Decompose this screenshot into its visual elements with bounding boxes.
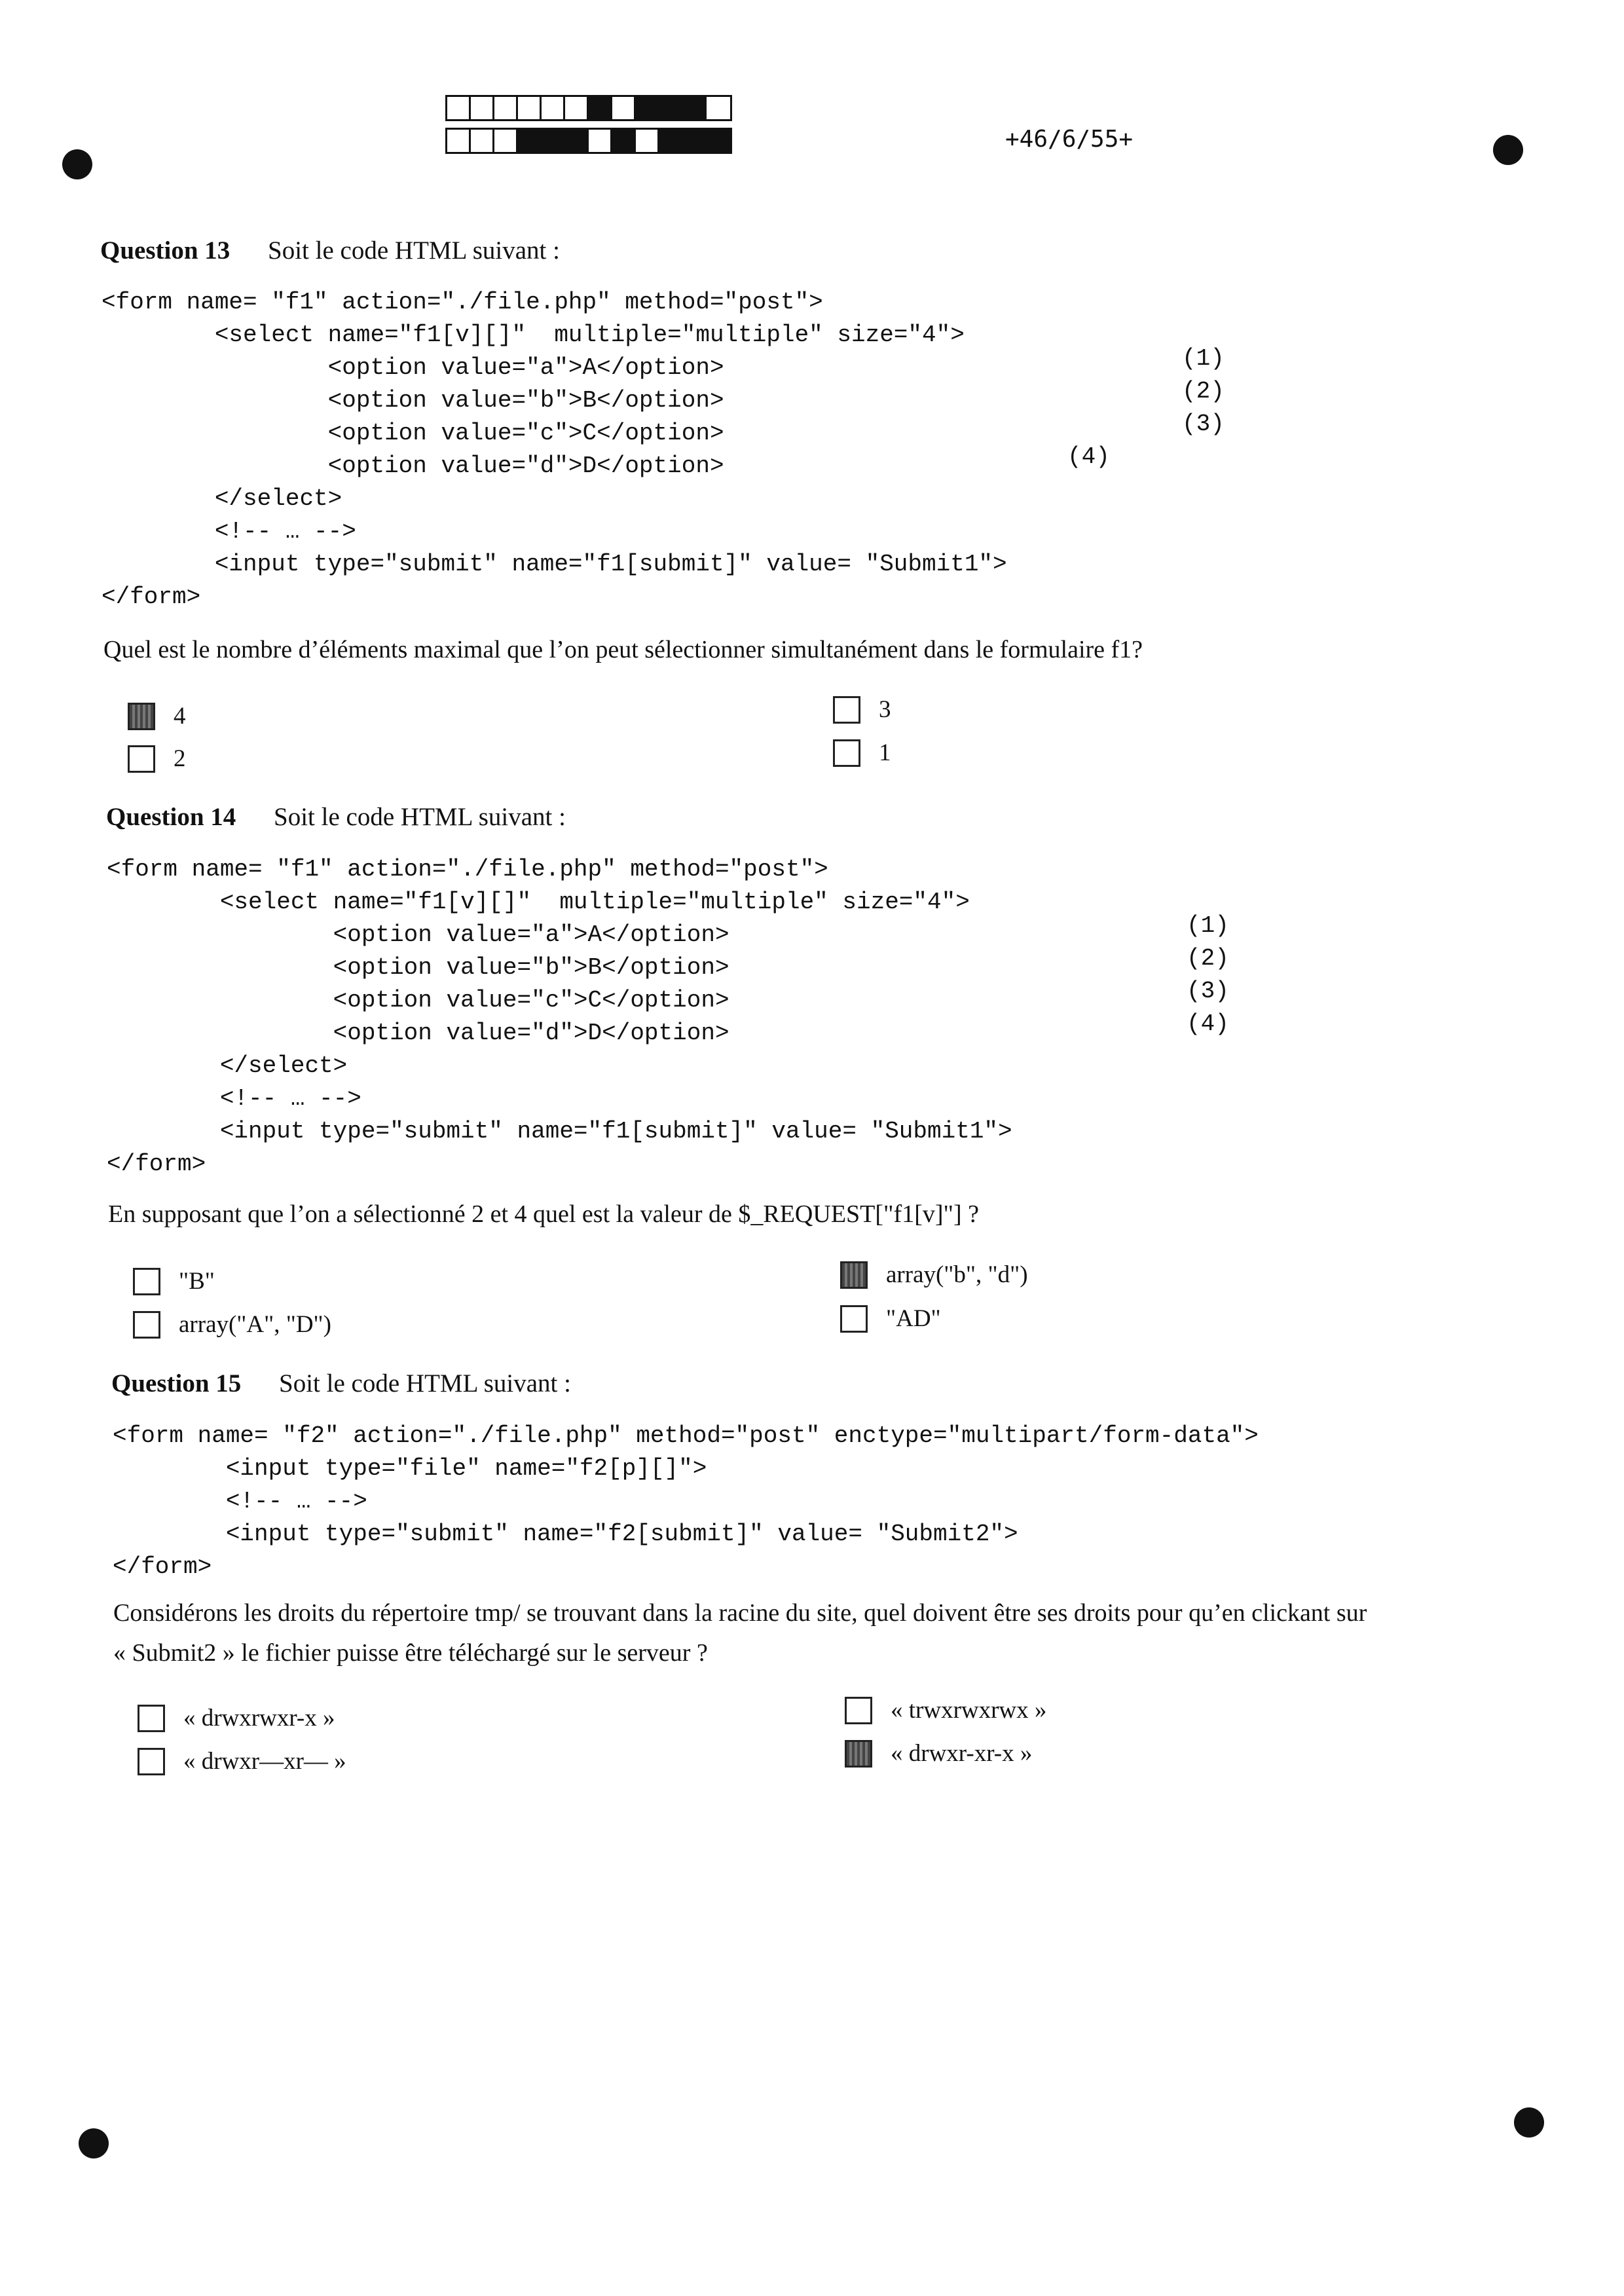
- code-line: </select>: [107, 1052, 348, 1079]
- answer-checkbox[interactable]: [845, 1697, 872, 1724]
- barcode-cell: [636, 130, 659, 152]
- code-line: <option value="c">C</option>: [101, 420, 724, 447]
- code-line: <option value="b">B</option>: [107, 954, 729, 981]
- registration-dot-bottom-right: [1514, 2107, 1544, 2138]
- answer-option[interactable]: [840, 1305, 941, 1333]
- question-label: Question 15: [111, 1369, 242, 1398]
- barcode-cell: [589, 130, 612, 152]
- code-line: <option value="a">A</option>: [107, 921, 729, 948]
- barcode-cell: [518, 97, 542, 119]
- code-line: <option value="c">C</option>: [107, 987, 729, 1014]
- answer-option[interactable]: [138, 1704, 335, 1732]
- barcode-cell: [659, 97, 683, 119]
- code-line: <form name= "f2" action="./file.php" method="post" enctype="multipart/form-data">: [113, 1422, 1259, 1449]
- question-13-code: [101, 286, 1007, 614]
- answer-label: 4: [174, 703, 186, 730]
- answer-option[interactable]: [133, 1310, 331, 1339]
- barcode-cell: [683, 130, 707, 152]
- barcode-cell: [494, 130, 518, 152]
- answer-checkbox[interactable]: [128, 745, 155, 773]
- question-label: Question 14: [106, 803, 236, 831]
- answer-option[interactable]: [128, 745, 186, 773]
- code-line: <input type="submit" name="f1[submit]" value= "Submit1">: [101, 551, 1007, 578]
- question-15-heading: [111, 1369, 571, 1398]
- answer-checkbox[interactable]: [833, 696, 860, 724]
- barcode-cell: [447, 97, 471, 119]
- code-line: <!-- … -->: [101, 518, 356, 545]
- barcode-cell: [471, 130, 494, 152]
- answer-label: "AD": [886, 1305, 941, 1332]
- barcode-cell: [565, 97, 589, 119]
- code-line: <!-- … -->: [113, 1488, 367, 1515]
- code-line: <input type="file" name="f2[p][]">: [113, 1455, 707, 1482]
- question-label: Question 13: [100, 236, 231, 265]
- answer-label: array("b", "d"): [886, 1261, 1028, 1288]
- answer-label: « drwxrwxr-x »: [183, 1705, 335, 1731]
- barcode-cell: [636, 97, 659, 119]
- barcode-cell: [542, 130, 565, 152]
- question-14-code: [107, 853, 1012, 1181]
- line-mark: (4): [1187, 1010, 1229, 1037]
- answer-checkbox[interactable]: [840, 1305, 868, 1333]
- answer-option[interactable]: [128, 702, 186, 730]
- barcode-cell: [683, 97, 707, 119]
- line-mark: (3): [1187, 978, 1229, 1005]
- barcode-cell: [518, 130, 542, 152]
- registration-dot-bottom-left: [79, 2128, 109, 2158]
- answer-label: « trwxrwxrwx »: [891, 1697, 1047, 1724]
- question-15-prompt-line-2: « Submit2 » le fichier puisse être téléchargé sur le serveur ?: [113, 1639, 708, 1667]
- answer-label: « drwxr-xr-x »: [891, 1740, 1033, 1767]
- answer-option[interactable]: [845, 1739, 1032, 1768]
- barcode-cell: [589, 97, 612, 119]
- barcode-cell: [447, 130, 471, 152]
- code-line: <option value="d">D</option>: [101, 453, 724, 479]
- barcode-cell: [494, 97, 518, 119]
- answer-checkbox[interactable]: [138, 1748, 165, 1775]
- line-mark: (1): [1187, 912, 1229, 939]
- question-13-prompt: Quel est le nombre d’éléments maximal que l’on peut sélectionner simultanément dans le formulaire f1?: [103, 636, 1143, 663]
- question-intro: Soit le code HTML suivant :: [274, 803, 566, 831]
- question-14-prompt: En supposant que l’on a sélectionné 2 et 4 quel est la valeur de $_REQUEST["f1[v]"] ?: [108, 1200, 980, 1228]
- answer-option[interactable]: [833, 695, 891, 724]
- barcode-cell: [659, 130, 683, 152]
- question-14-heading: [106, 802, 566, 832]
- barcode-cell: [542, 97, 565, 119]
- answer-label: 1: [879, 739, 891, 766]
- code-line: </form>: [101, 583, 201, 610]
- barcode-cell: [707, 130, 730, 152]
- answer-label: array("A", "D"): [179, 1311, 331, 1338]
- answer-option[interactable]: [138, 1747, 346, 1775]
- code-line: <select name="f1[v][]" multiple="multiple" size="4">: [101, 322, 965, 348]
- code-line: <form name= "f1" action="./file.php" method="post">: [101, 289, 823, 316]
- answer-label: "B": [179, 1268, 215, 1295]
- registration-dot-top-right: [1493, 135, 1523, 165]
- barcode-cell: [612, 97, 636, 119]
- code-line: <option value="b">B</option>: [101, 387, 724, 414]
- barcode-cell: [612, 130, 636, 152]
- line-mark: (4): [1067, 443, 1110, 470]
- code-line: <input type="submit" name="f2[submit]" value= "Submit2">: [113, 1521, 1018, 1547]
- answer-checkbox[interactable]: [133, 1268, 160, 1295]
- code-line: </form>: [107, 1151, 206, 1177]
- barcode-cell: [471, 97, 494, 119]
- line-mark: (2): [1187, 945, 1229, 972]
- answer-option[interactable]: [845, 1696, 1046, 1724]
- code-line: <!-- … -->: [107, 1085, 361, 1112]
- line-mark: (1): [1182, 345, 1225, 372]
- question-15-prompt-line-1: Considérons les droits du répertoire tmp/ se trouvant dans la racine du site, quel doivent être ses droits pour qu’en clickant sur: [113, 1599, 1367, 1627]
- answer-checkbox[interactable]: [138, 1705, 165, 1732]
- answer-option[interactable]: [133, 1267, 215, 1295]
- question-intro: Soit le code HTML suivant :: [268, 236, 560, 265]
- answer-checkbox[interactable]: [133, 1311, 160, 1339]
- answer-label: 2: [174, 745, 186, 772]
- barcode-cell: [707, 97, 730, 119]
- answer-label: « drwxr—xr— »: [183, 1748, 346, 1775]
- answer-checkbox[interactable]: [128, 703, 155, 730]
- question-15-code: [113, 1420, 1259, 1583]
- code-line: <option value="a">A</option>: [101, 354, 724, 381]
- line-mark: (3): [1182, 411, 1225, 437]
- answer-label: 3: [879, 696, 891, 723]
- code-line: <select name="f1[v][]" multiple="multiple" size="4">: [107, 889, 970, 916]
- code-line: <input type="submit" name="f1[submit]" value= "Submit1">: [107, 1118, 1012, 1145]
- question-intro: Soit le code HTML suivant :: [279, 1369, 571, 1398]
- code-line: <option value="d">D</option>: [107, 1020, 729, 1046]
- page-identifier: +46/6/55+: [1005, 126, 1134, 153]
- question-13-heading: [100, 236, 560, 265]
- registration-dot-top-left: [62, 149, 92, 179]
- line-mark: (2): [1182, 378, 1225, 405]
- code-line: <form name= "f1" action="./file.php" method="post">: [107, 856, 828, 883]
- answer-option[interactable]: [840, 1261, 1028, 1289]
- barcode-cell: [565, 130, 589, 152]
- answer-checkbox[interactable]: [833, 739, 860, 767]
- answer-checkbox[interactable]: [840, 1261, 868, 1289]
- answer-checkbox[interactable]: [845, 1740, 872, 1768]
- code-line: </form>: [113, 1553, 212, 1580]
- barcode-row-2: [445, 128, 732, 154]
- barcode-row-1: [445, 95, 732, 121]
- code-line: </select>: [101, 485, 342, 512]
- answer-option[interactable]: [833, 739, 891, 767]
